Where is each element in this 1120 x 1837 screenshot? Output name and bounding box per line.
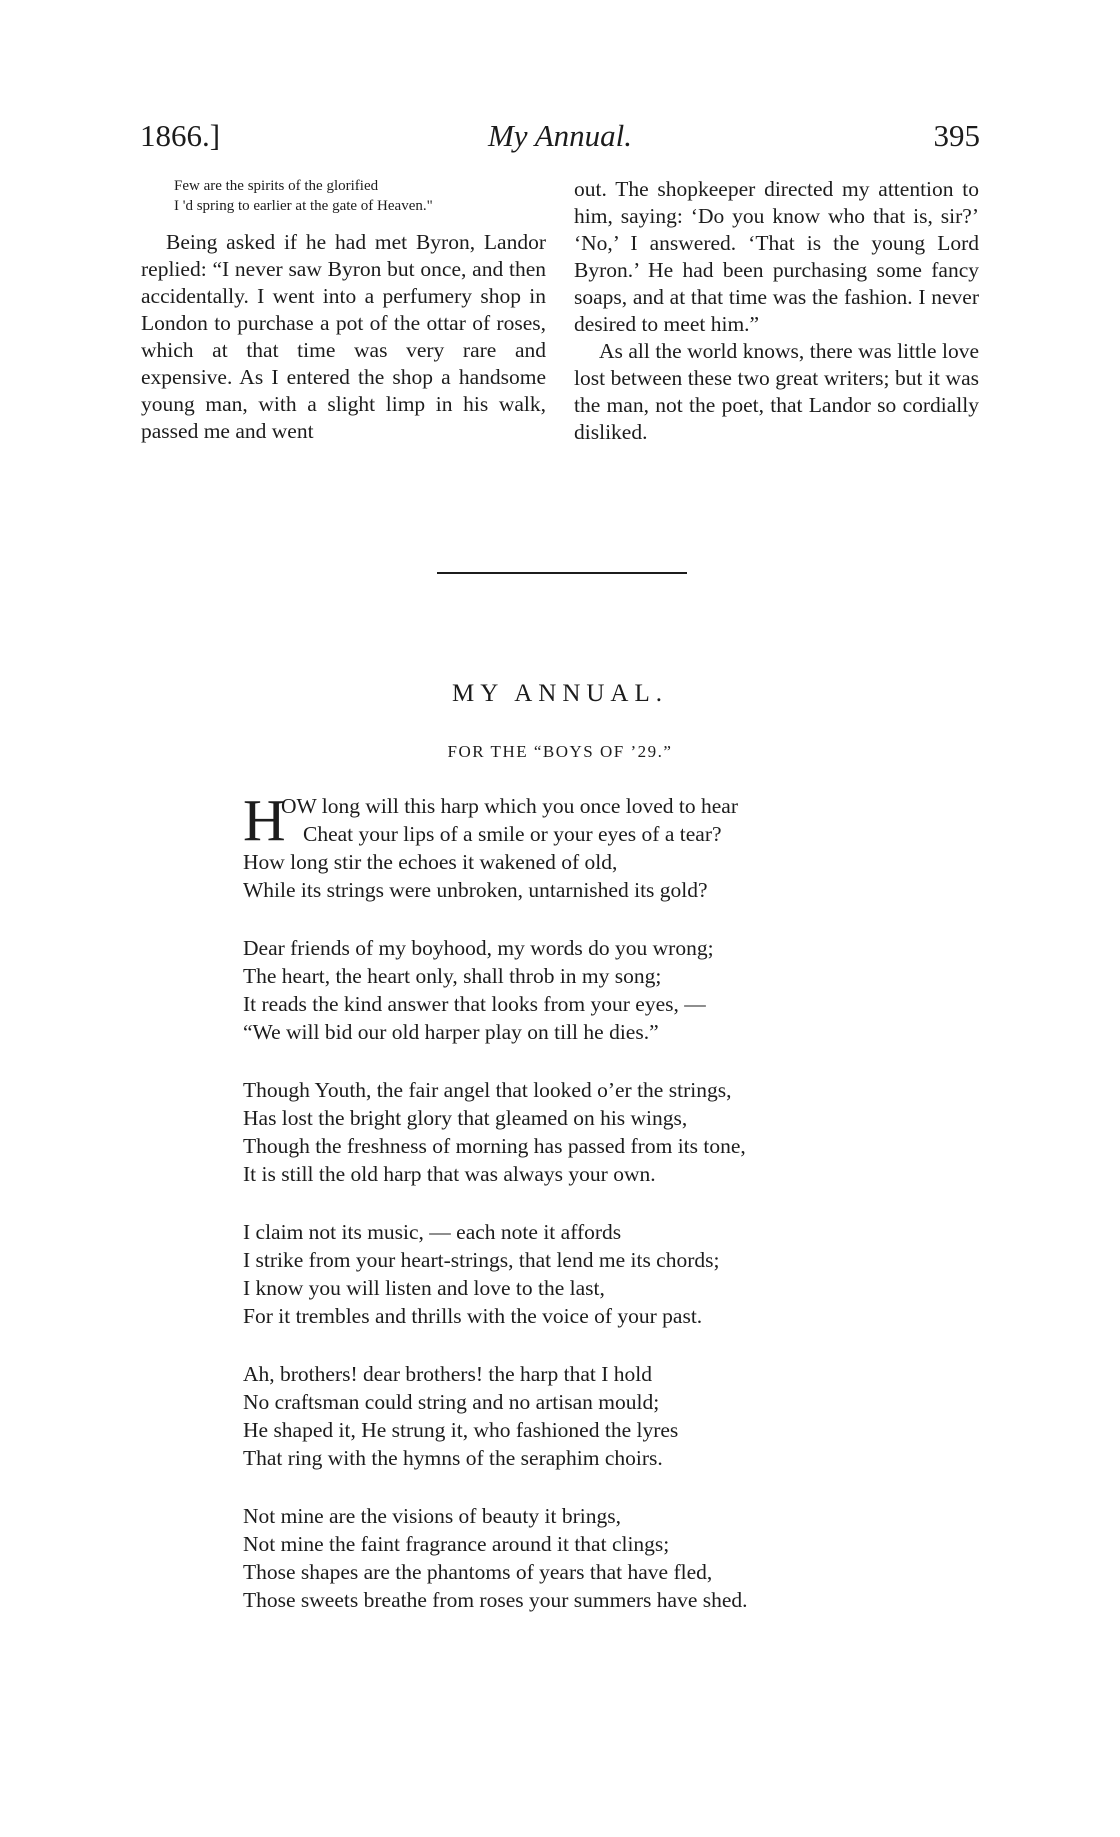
stanza [243, 787, 923, 904]
paragraph-continuation: out. The shopkeeper directed my attention to him, saying: ‘Do you know who that is, sir?’ ‘No,’ I answered. ‘That is the young Lord Byron.’ He had been purchasing some fancy soaps, and at that time was the fashion. I never desired to meet him.” [574, 177, 979, 336]
poem-title: MY ANNUAL. [451, 680, 669, 707]
poem-line: I know you will listen and love to the last, [243, 1276, 605, 1300]
page-number: 395 [933, 118, 980, 153]
prose-column-left [141, 176, 546, 445]
poem-line: It reads the kind answer that looks from your eyes, — [243, 992, 706, 1016]
poem-line: How long stir the echoes it wakened of old, [243, 850, 618, 874]
poem-body [243, 787, 923, 1644]
poem-line: Not mine are the visions of beauty it brings, [243, 1504, 621, 1528]
quote-line: Few are the spirits of the glorified [174, 178, 379, 194]
poem-line: I strike from your heart-strings, that lend me its chords; [243, 1248, 720, 1272]
stanza [243, 1218, 923, 1330]
poem-line: For it trembles and thrills with the voice of your past. [243, 1304, 703, 1328]
header-title: My Annual. [487, 118, 633, 153]
paragraph-byron-anecdote: Being asked if he had met Byron, Landor replied: “I never saw Byron but once, and then accidentally. I went into a perfumery shop in London to purchase a pot of the ottar of roses, which at that time was very rare and expensive. As I entered the shop a handsome young man, with a slight limp in his walk, passed me and went [141, 230, 546, 443]
poem-line: Though Youth, the fair angel that looked o’er the strings, [243, 1078, 732, 1102]
poem-line: Those sweets breathe from roses your summers have shed. [243, 1588, 748, 1612]
poem-line: While its strings were unbroken, untarnished its gold? [243, 878, 708, 902]
stanza [243, 1076, 923, 1188]
prose-column-right [574, 176, 979, 446]
poem-line: It is still the old harp that was always your own. [243, 1162, 656, 1186]
drop-cap: H [243, 787, 286, 853]
poem-line: No craftsman could string and no artisan mould; [243, 1390, 660, 1414]
header-year: 1866.] [140, 118, 221, 153]
poem-line: Cheat your lips of a smile or your eyes of a tear? [303, 822, 722, 846]
poem-line: He shaped it, He strung it, who fashioned the lyres [243, 1418, 679, 1442]
poem-line: Not mine the faint fragrance around it that clings; [243, 1532, 670, 1556]
poem-line: Dear friends of my boyhood, my words do you wrong; [243, 936, 714, 960]
section-divider [437, 572, 687, 574]
poem-line: That ring with the hymns of the seraphim choirs. [243, 1446, 663, 1470]
poem-line: I claim not its music, — each note it affords [243, 1220, 622, 1244]
quote-line: I 'd spring to earlier at the gate of Heaven." [174, 198, 433, 214]
poem-line: Though the freshness of morning has passed from its tone, [243, 1134, 746, 1158]
poem-line: Those shapes are the phantoms of years that have fled, [243, 1560, 713, 1584]
poem-subtitle: FOR THE “BOYS OF ’29.” [447, 742, 673, 761]
poem-line: “We will bid our old harper play on till he dies.” [243, 1020, 659, 1044]
running-header [140, 118, 980, 158]
stanza [243, 1502, 923, 1614]
poem-line: Ah, brothers! dear brothers! the harp that I hold [243, 1362, 652, 1386]
verse-quote [141, 176, 546, 216]
poem-line: Has lost the bright glory that gleamed on his wings, [243, 1106, 688, 1130]
stanza [243, 934, 923, 1046]
poem-line: OW long will this harp which you once loved to hear [281, 794, 738, 818]
stanza [243, 1360, 923, 1472]
paragraph-closing: As all the world knows, there was little love lost between these two great writers; but it was the man, not the poet, that Landor so cordially disliked. [574, 339, 979, 444]
poem-line: The heart, the heart only, shall throb in my song; [243, 964, 662, 988]
